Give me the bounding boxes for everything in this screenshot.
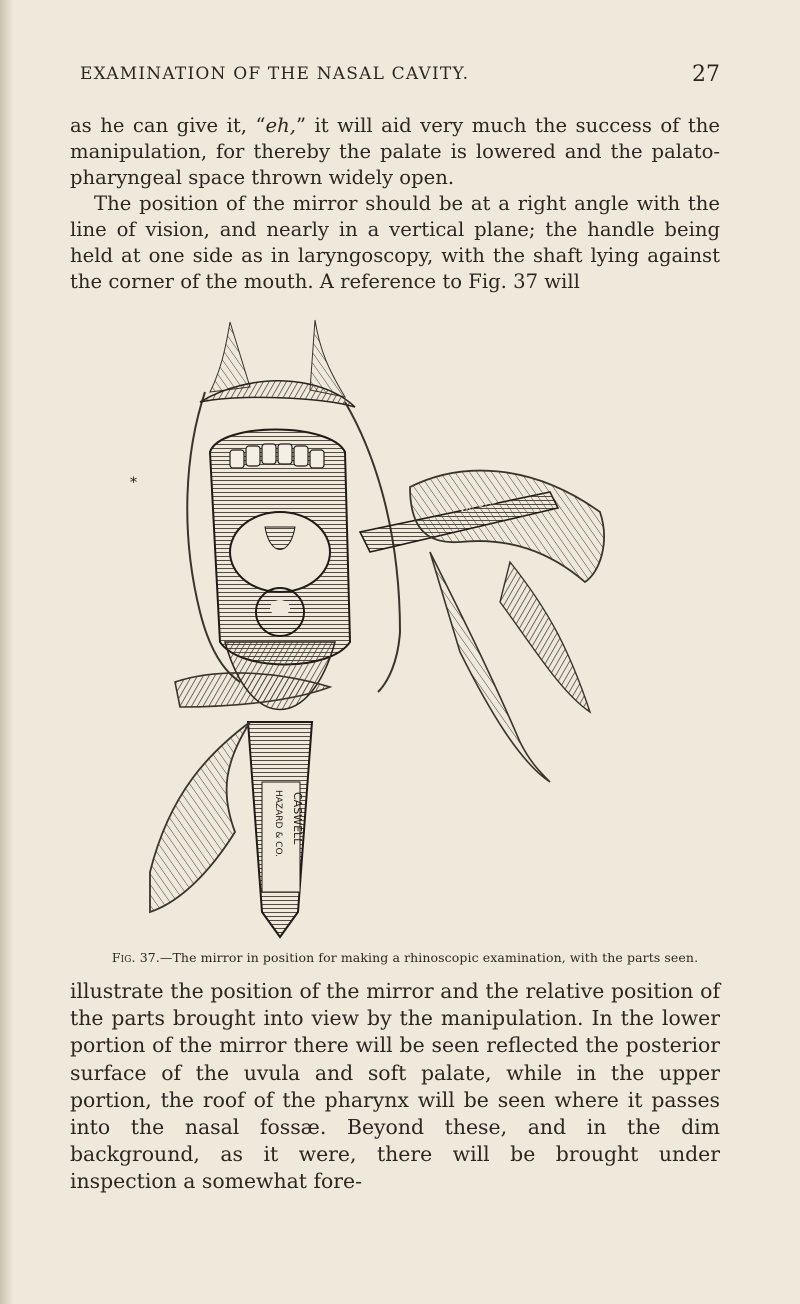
caption-label: Fig. 37. bbox=[111, 950, 160, 965]
maker-mark-1: CASWELL bbox=[291, 792, 304, 845]
maker-mark-2: HAZARD & CO. bbox=[273, 790, 283, 858]
body-text-bottom bbox=[70, 978, 720, 1196]
page-gutter-shadow bbox=[0, 0, 14, 1304]
nose-shading bbox=[210, 322, 250, 392]
paragraph-continued bbox=[70, 113, 720, 191]
body-text-top bbox=[70, 113, 720, 295]
left-hand bbox=[150, 722, 250, 912]
right-thumb bbox=[500, 562, 590, 712]
right-hand-palm bbox=[430, 552, 550, 782]
page-number: 27 bbox=[692, 62, 720, 87]
figure-caption bbox=[60, 950, 750, 965]
caption-text: —The mirror in position for making a rhinoscopic examination, with the parts seen. bbox=[159, 950, 699, 965]
paragraph-illustrate: illustrate the position of the mirror and the relative position of the parts brought into view by the manipulation. In the lower portion of the mirror there will be seen reflected the posterior surface of the uvula and soft palate, while in the upper portion, the roof of the pharynx will be seen where it passes into the nasal fossæ. Beyond these, and in the dim background, as it were, there will be brought under inspection a somewhat fore- bbox=[70, 979, 720, 1194]
running-header bbox=[70, 64, 720, 94]
figure-37-illustration bbox=[130, 312, 630, 940]
right-hand-fingers bbox=[410, 471, 604, 582]
pharynx-shading bbox=[230, 512, 330, 592]
paragraph-mirror-position: The position of the mirror should be at a right angle with the line of vision, and nearly in a vertical plane; the handle being held at one side as in laryngoscopy, with the shaft lying against the corner of the mouth. A reference to Fig. 37 will bbox=[70, 192, 720, 293]
text-run: ” it will aid very much the success of the manipulation, for thereby the palate is lowered and the palato-pharyngeal space thrown widely open. bbox=[70, 114, 720, 189]
text-run: as he can give it, “ bbox=[70, 114, 266, 137]
figure-asterisk: * bbox=[130, 475, 137, 491]
italic-word: eh, bbox=[265, 114, 296, 137]
running-title: EXAMINATION OF THE NASAL CAVITY. bbox=[80, 64, 470, 84]
